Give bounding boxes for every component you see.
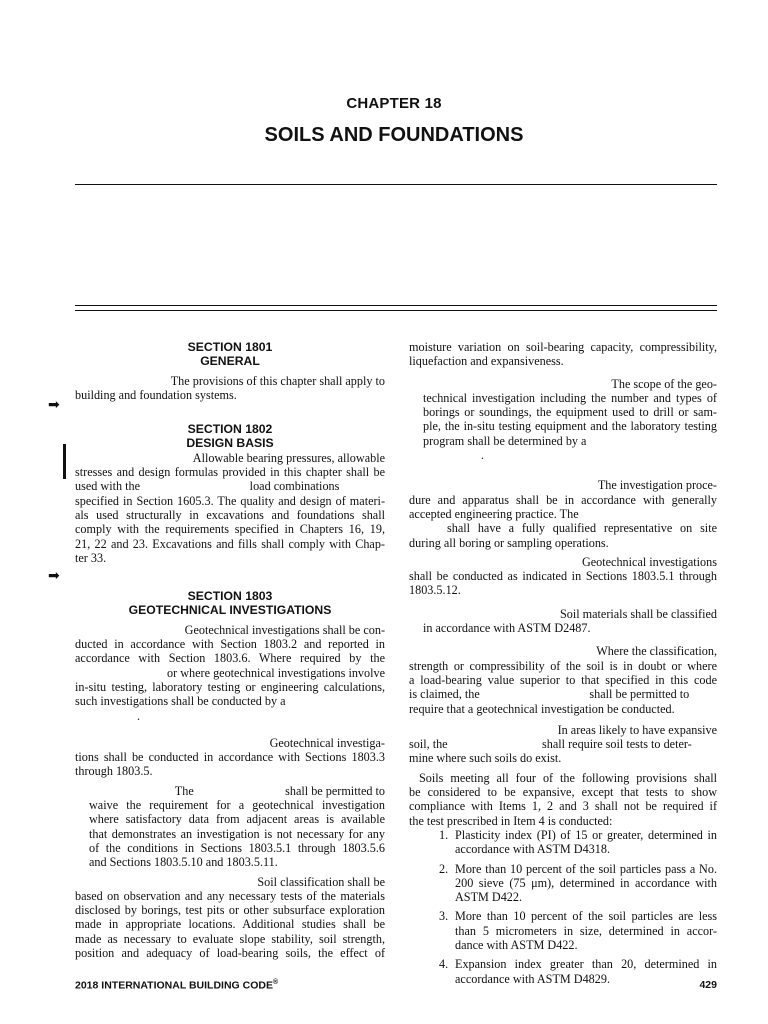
list-item: 2. More than 10 percent of the soil particles pass a No. 200 sieve (75 μm), determined in accordance with ASTM D422. xyxy=(439,861,717,905)
change-bar xyxy=(63,444,66,479)
list-item: 4. Expansion index greater than 20, determined in accordance with ASTM D4829. xyxy=(439,957,717,986)
page-number: 429 xyxy=(699,979,717,991)
section-divider-top xyxy=(75,305,717,306)
list-item: 3. More than 10 percent of the soil particles are less than 5 micrometers in size, determined in accor- dance with ASTM D422. xyxy=(439,909,717,952)
section-1803-name: GEOTECHNICAL INVESTIGATIONS xyxy=(128,603,332,618)
expansive-soil-criteria-list xyxy=(409,828,717,986)
footer-book-title: 2018 INTERNATIONAL BUILDING CODE® xyxy=(75,979,279,992)
chapter-title: SOILS AND FOUNDATIONS xyxy=(264,124,524,146)
section-1801-text: The provisions of this chapter shall apply to building and foundation systems. xyxy=(75,373,385,402)
header-rule xyxy=(75,184,717,185)
chapter-number: CHAPTER 18 xyxy=(346,95,442,112)
right-paragraph-6: Where the classification, strength or compressibility of the soil is in doubt or where a load-bearing value superior to that specified in this code is claimed, the shall be permitted to require that a geotechnical investigation be conducted. xyxy=(409,644,717,716)
section-1803-number: SECTION 1803 xyxy=(187,589,273,604)
section-1802-number: SECTION 1802 xyxy=(187,422,273,437)
section-1802-name: DESIGN BASIS xyxy=(186,436,274,451)
section-1802-text: Allowable bearing pressures, allowable stresses and design formulas provided in this chapter shall be used with the load combinations specified in Section 1605.3. The quality and design of materi- als used structurally in excavations and foundations shall comply with the requirements specified in Chapters 16, 19, 21, 22 and 23. Excavations and fills shall comply with Chap- ter 33. xyxy=(75,450,385,565)
section-1803-paragraph-2: Geotechnical investiga- tions shall be conducted in accordance with Sections 1803.3 through 1803.5. xyxy=(75,735,385,779)
change-arrow-icon: ➡ xyxy=(48,397,60,413)
section-1803-paragraph-4: Soil classification shall be based on observation and any necessary tests of the materials disclosed by borings, test pits or other subsurface exploration made in appropriate locations. Additional studies shall be made as necessary to evaluate slope stability, soil strength, position and adequacy of load-bearing soils, the effect of xyxy=(75,874,385,960)
right-paragraph-4: Geotechnical investigations shall be conducted as indicated in Sections 1803.5.1 through 1803.5.12. xyxy=(409,554,717,598)
right-paragraph-7: In areas likely to have expansive soil, the shall require soil tests to deter- mine where such soils do exist. xyxy=(409,722,717,766)
section-1803-paragraph-3: The shall be permitted to waive the requirement for a geotechnical investigation where satisfactory data from adjacent areas is available that demonstrates an investigation is not necessary for any of the conditions in Sections 1803.5.1 through 1803.5.6 and Sections 1803.5.10 and 1803.5.11. xyxy=(89,783,385,870)
change-arrow-icon: ➡ xyxy=(48,568,60,584)
right-paragraph-8: Soils meeting all four of the following provisions shall be considered to be expansive, except that tests to show compliance with Items 1, 2 and 3 shall not be required if the test prescribed in Item 4 is conducted: xyxy=(409,770,717,828)
right-paragraph-5: Soil materials shall be classified in accordance with ASTM D2487. xyxy=(423,606,717,636)
section-divider-bottom xyxy=(75,310,717,311)
left-column xyxy=(75,340,385,960)
section-1803-paragraph-1: Geotechnical investigations shall be con- ducted in accordance with Section 1803.2 and reported in accordance with Section 1803.6. Where required by the or where geotechnical investigations involve in-situ testing, laboratory testing or engineering calculations, such investigations shall be conducted by a . xyxy=(75,622,385,723)
section-1801-number: SECTION 1801 xyxy=(187,340,273,354)
right-paragraph-2: The scope of the geo- technical investigation including the number and types of borings or soundings, the equipment used to drill or sam- ple, the in-situ testing equipment and the laboratory testing program shall be determined by a . xyxy=(423,376,717,463)
right-paragraph-3: The investigation proce- dure and apparatus shall be in accordance with generally accepted engineering practice. The shall have a fully qualified representative on site during all boring or sampling operations. xyxy=(409,478,717,550)
right-paragraph-1: moisture variation on soil-bearing capacity, compressibility, liquefaction and expansiveness. xyxy=(409,340,717,369)
list-item: 1. Plasticity index (PI) of 15 or greater, determined in accordance with ASTM D4318. xyxy=(439,827,717,857)
right-column xyxy=(409,340,717,991)
section-1801-name: GENERAL xyxy=(200,354,260,369)
